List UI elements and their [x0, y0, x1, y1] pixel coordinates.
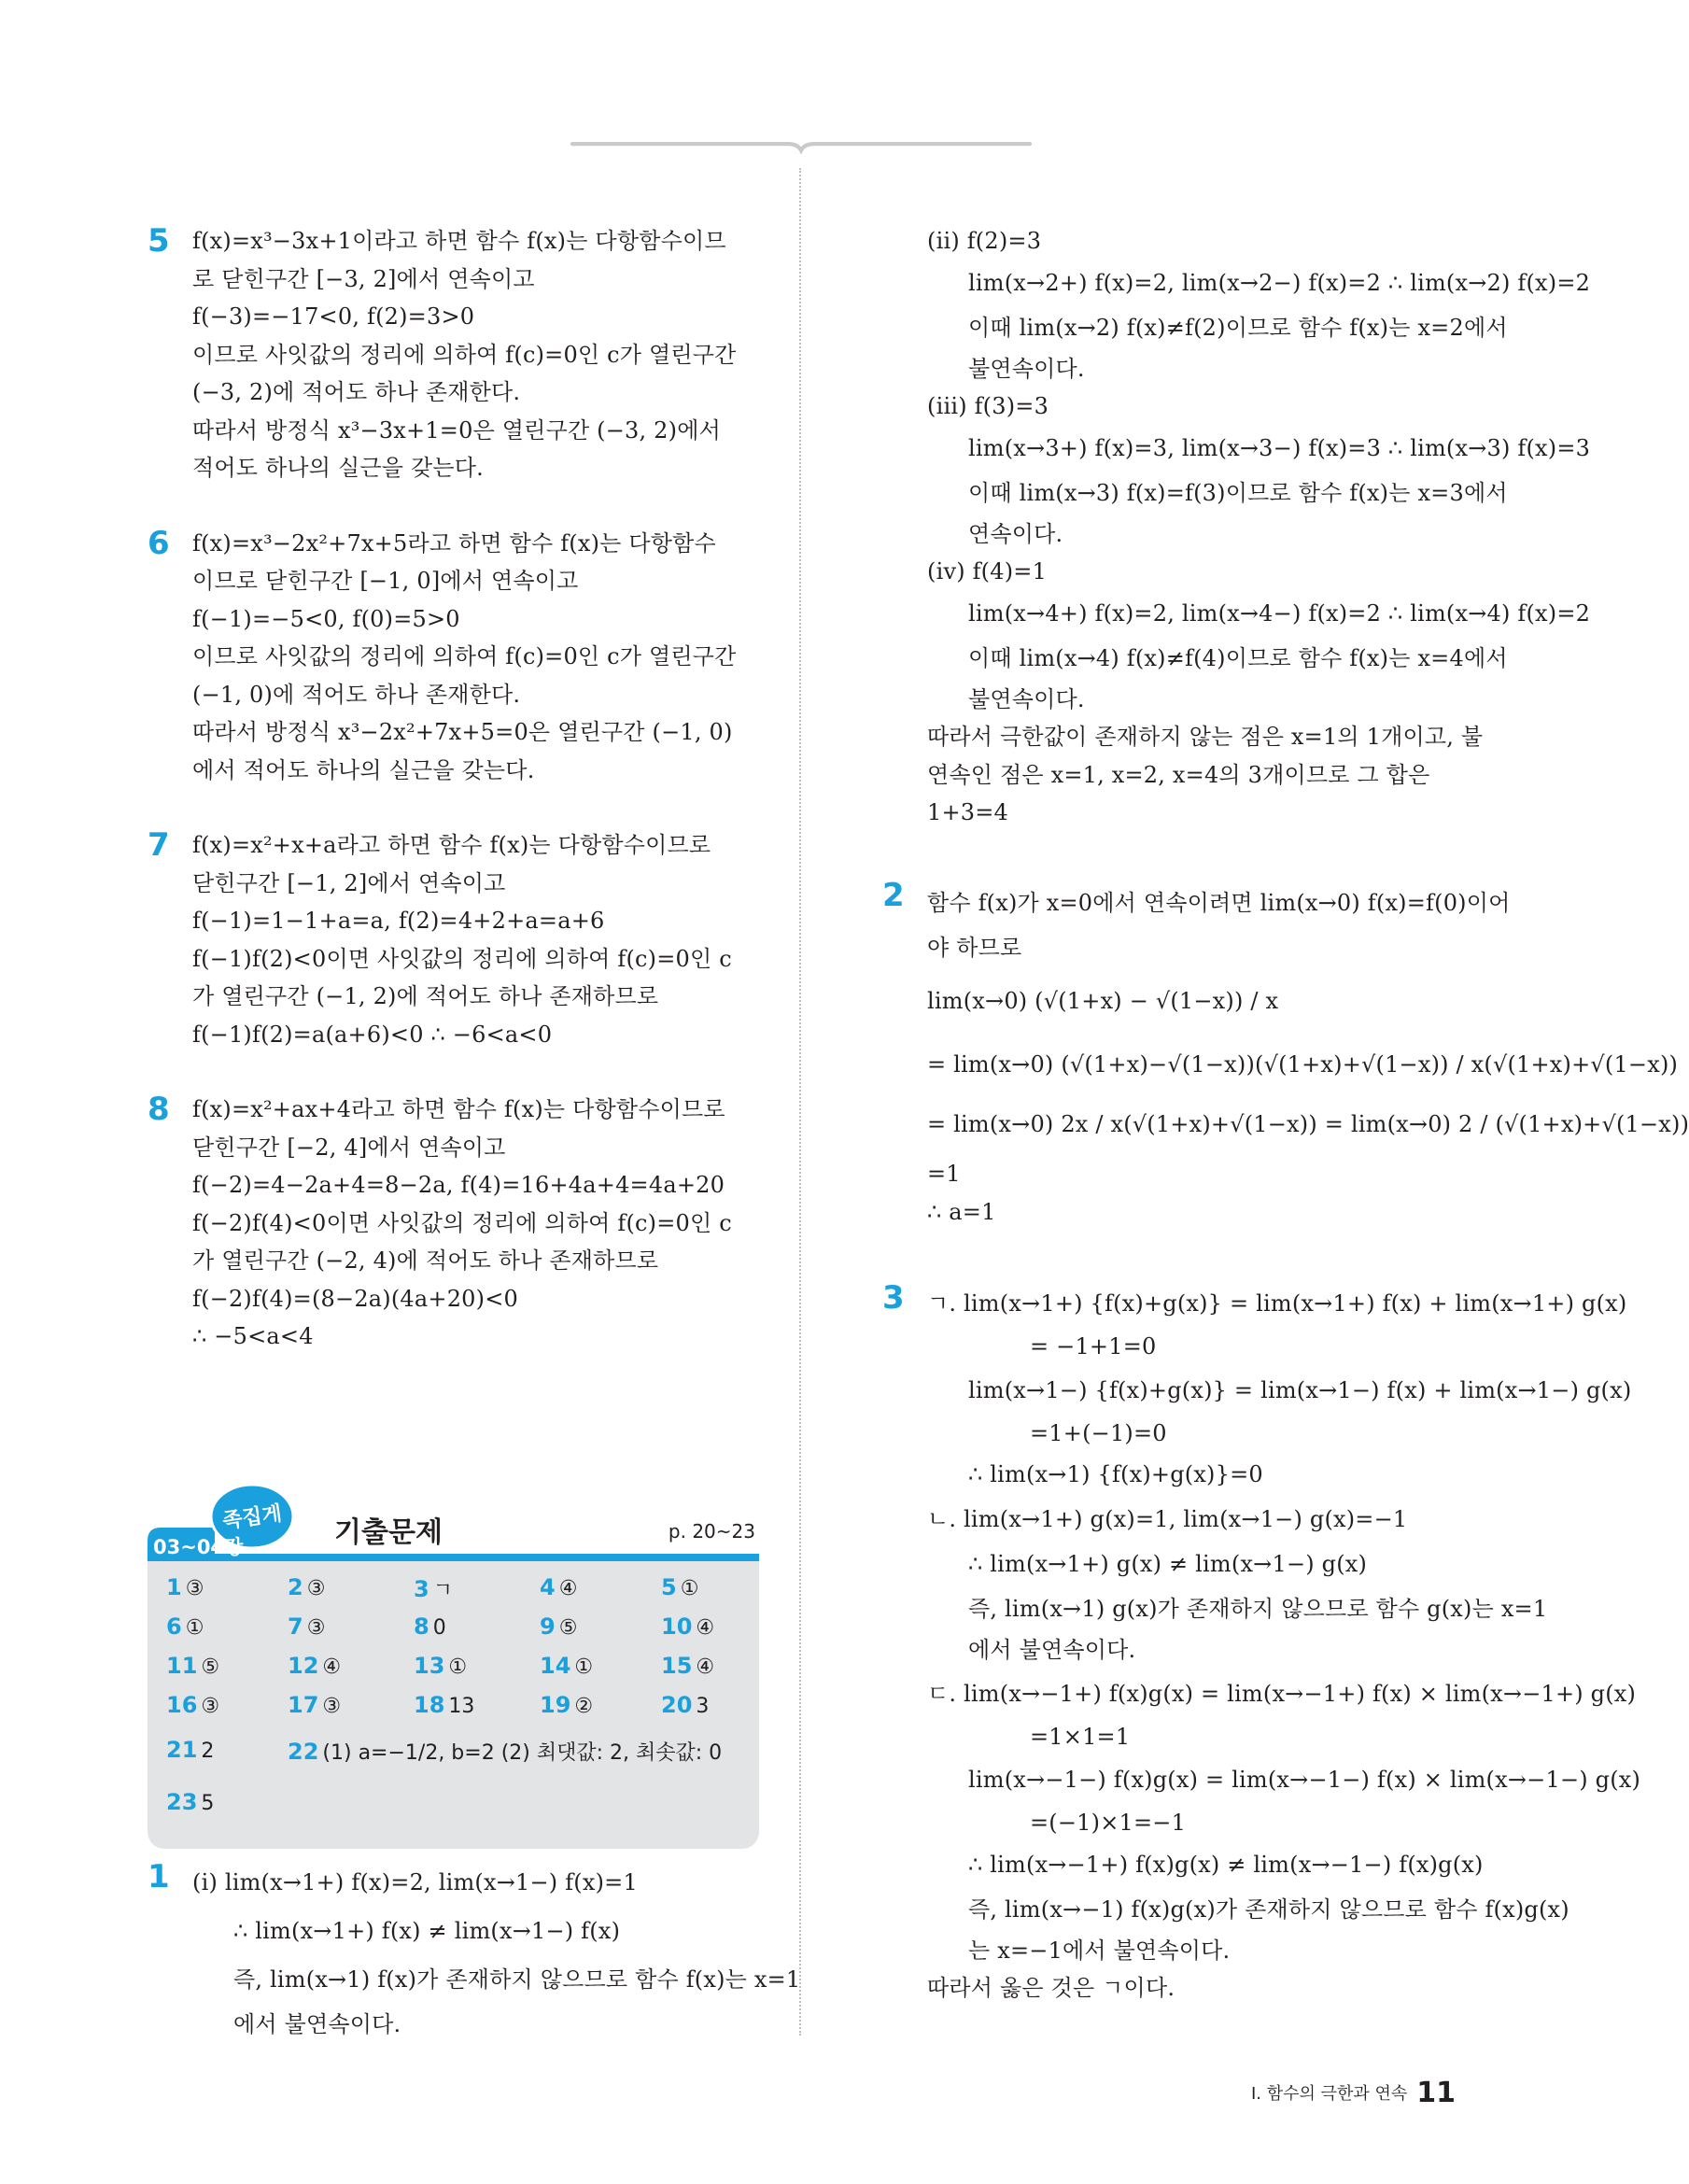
answer-number: 4	[540, 1574, 556, 1600]
solution-line: lim(x→−1−) f(x)g(x) = lim(x→−1−) f(x) × lim(x→−1−) g(x)	[968, 1767, 1641, 1793]
solution-line: 즉, lim(x→1) g(x)가 존재하지 않으므로 함수 g(x)는 x=1	[968, 1596, 1548, 1622]
problem-5	[148, 222, 773, 487]
solution-line: 이므로 사잇값의 정리에 의하여 f(c)=0인 c가 열린구간	[192, 341, 737, 368]
answer-value: (1) a=−1/2, b=2 (2) 최댓값: 2, 최솟값: 0	[322, 1741, 723, 1765]
answer-item	[540, 1613, 577, 1640]
right-column	[882, 222, 1689, 2008]
answer-number: 16	[166, 1692, 198, 1718]
problem-number: 1	[148, 1858, 170, 1895]
solution-line: 불연속이다.	[968, 685, 1085, 712]
answer-item	[166, 1613, 204, 1640]
answer-number: 11	[166, 1653, 198, 1679]
answer-item	[661, 1613, 714, 1640]
solution-line: f(−1)f(2)<0이면 사잇값의 정리에 의하여 f(c)=0인 c	[192, 945, 732, 972]
answer-value: ④	[696, 1616, 715, 1640]
solution-line: ∴ lim(x→−1+) f(x)g(x) ≠ lim(x→−1−) f(x)g(x)	[968, 1851, 1484, 1878]
lesson-tag: 03~04강	[153, 1536, 244, 1558]
solution-line: 가 열린구간 (−1, 2)에 적어도 하나 존재하므로	[192, 983, 659, 1009]
answer-value: 0	[432, 1616, 446, 1640]
solution-line: f(−1)=−5<0, f(0)=5>0	[192, 605, 460, 632]
answer-number: 6	[166, 1613, 182, 1640]
answer-value: ㄱ	[432, 1579, 453, 1602]
answer-value: ③	[322, 1695, 342, 1718]
answer-number: 9	[540, 1613, 556, 1640]
answer-number: 1	[166, 1574, 182, 1600]
answer-value: ④	[322, 1656, 342, 1679]
answer-value: ④	[696, 1656, 715, 1679]
solution-line: 따라서 방정식 x³−3x+1=0은 열린구간 (−3, 2)에서	[192, 416, 721, 444]
solution-line: f(−3)=−17<0, f(2)=3>0	[192, 303, 475, 330]
left-bottom-problem	[148, 1858, 801, 2080]
answer-value: 13	[448, 1695, 475, 1718]
answer-item	[661, 1653, 714, 1679]
solution-line: ∴ a=1	[927, 1198, 996, 1225]
answer-number: 8	[414, 1613, 429, 1640]
solution-line: 불연속이다.	[968, 355, 1085, 382]
answer-value: ①	[448, 1656, 468, 1679]
solution-line: ∴ lim(x→1+) f(x) ≠ lim(x→1−) f(x)	[233, 1918, 621, 1944]
solution-line: 연속인 점은 x=1, x=2, x=4의 3개이므로 그 합은	[927, 761, 1430, 788]
answer-number: 10	[661, 1613, 693, 1640]
page-range: p. 20~23	[668, 1520, 755, 1543]
answer-number: 20	[661, 1692, 693, 1718]
answer-summary-box	[148, 1483, 759, 1849]
solution-line: 즉, lim(x→−1) f(x)g(x)가 존재하지 않으므로 함수 f(x)g(x)	[968, 1895, 1569, 1923]
answer-item	[288, 1653, 341, 1679]
solution-line: lim(x→0) (√(1+x) − √(1−x)) / x	[927, 988, 1279, 1014]
solution-line: 는 x=−1에서 불연속이다.	[968, 1937, 1231, 1964]
solution-line: f(x)=x³−2x²+7x+5라고 하면 함수 f(x)는 다항함수	[192, 529, 716, 557]
problem-solution	[927, 877, 1689, 1232]
problem-solution	[927, 222, 1591, 832]
answer-item	[414, 1613, 446, 1640]
answer-value: 5	[201, 1792, 215, 1815]
answer-number: 12	[288, 1653, 319, 1679]
solution-line: f(−1)=1−1+a=a, f(2)=4+2+a=a+6	[192, 908, 605, 934]
problem-3	[882, 1279, 1641, 2008]
solution-line: 따라서 옳은 것은 ㄱ이다.	[927, 1975, 1175, 2001]
answer-grid	[148, 1561, 759, 1849]
problem-solution	[192, 222, 773, 487]
solution-line: (i) lim(x→1+) f(x)=2, lim(x→1−) f(x)=1	[192, 1869, 638, 1895]
solution-line: 가 열린구간 (−2, 4)에 적어도 하나 존재하므로	[192, 1247, 659, 1274]
solution-line: f(−1)f(2)=a(a+6)<0 ∴ −6<a<0	[192, 1021, 553, 1048]
solution-line: lim(x→3+) f(x)=3, lim(x→3−) f(x)=3 ∴ lim(x→3) f(x)=3	[968, 434, 1591, 461]
answer-item	[166, 1737, 214, 1763]
solution-line: = lim(x→0) (√(1+x)−√(1−x))(√(1+x)+√(1−x)) / x(√(1+x)+√(1−x))	[927, 1051, 1679, 1078]
solution-line: 에서 적어도 하나의 실근을 갖는다.	[192, 756, 535, 783]
answer-value: ③	[306, 1577, 326, 1600]
answer-item	[166, 1653, 219, 1679]
solution-line: f(−2)f(4)=(8−2a)(4a+20)<0	[192, 1285, 518, 1312]
answer-number: 15	[661, 1653, 693, 1679]
solution-line: 따라서 방정식 x³−2x²+7x+5=0은 열린구간 (−1, 0)	[192, 719, 733, 745]
top-divider-bar	[148, 142, 1455, 155]
solution-line: (iii) f(3)=3	[927, 393, 1049, 419]
answer-item	[288, 1737, 722, 1766]
answer-value: 2	[201, 1740, 215, 1763]
answer-number: 22	[288, 1739, 319, 1765]
answer-item	[414, 1653, 467, 1679]
solution-line: =1	[927, 1161, 961, 1187]
solution-line: 야 하므로	[927, 934, 1022, 961]
answer-number: 19	[540, 1692, 571, 1718]
answer-item	[414, 1574, 453, 1603]
answer-value: ①	[574, 1656, 594, 1679]
answer-value: ③	[201, 1695, 220, 1718]
answer-item	[661, 1574, 698, 1600]
solution-line: ∴ −5<a<4	[192, 1323, 314, 1349]
problem-number: 7	[148, 826, 170, 864]
solution-line: 1+3=4	[927, 799, 1009, 825]
left-column	[148, 222, 773, 1393]
solution-line: 닫힌구간 [−2, 4]에서 연속이고	[192, 1134, 506, 1161]
solution-line: (iv) f(4)=1	[927, 558, 1048, 585]
solution-line: 따라서 극한값이 존재하지 않는 점은 x=1의 1개이고, 불	[927, 724, 1484, 750]
solution-line: 에서 불연속이다.	[968, 1637, 1136, 1663]
answer-value: ⑤	[201, 1656, 220, 1679]
answer-number: 17	[288, 1692, 319, 1718]
solution-line: 로 닫힌구간 [−3, 2]에서 연속이고	[192, 265, 535, 292]
solution-line: = lim(x→0) 2x / x(√(1+x)+√(1−x)) = lim(x→0) 2 / (√(1+x)+√(1−x))	[927, 1111, 1689, 1137]
problem-number: 6	[148, 524, 170, 562]
solution-line: f(−2)f(4)<0이면 사잇값의 정리에 의하여 f(c)=0인 c	[192, 1209, 732, 1236]
problem-cont	[882, 222, 1591, 832]
answer-number: 13	[414, 1653, 445, 1679]
solution-line: 이므로 사잇값의 정리에 의하여 f(c)=0인 c가 열린구간	[192, 643, 737, 669]
answer-value: ③	[185, 1577, 204, 1600]
problem-8	[148, 1091, 773, 1356]
solution-line: ㄷ. lim(x→−1+) f(x)g(x) = lim(x→−1+) f(x) × lim(x→−1+) g(x)	[927, 1680, 1637, 1707]
problem-2	[882, 876, 1689, 1232]
answer-value: ①	[680, 1577, 699, 1600]
solution-line: (−1, 0)에 적어도 하나 존재한다.	[192, 681, 521, 708]
solution-line: ∴ lim(x→1+) g(x) ≠ lim(x→1−) g(x)	[968, 1551, 1368, 1577]
answer-item	[540, 1653, 593, 1679]
problem-solution	[192, 525, 773, 790]
problem-solution	[192, 1858, 801, 2045]
solution-line: (ii) f(2)=3	[927, 228, 1042, 254]
solution-line: 즉, lim(x→1) f(x)가 존재하지 않으므로 함수 f(x)는 x=1	[233, 1966, 801, 1993]
problem-number: 8	[148, 1091, 170, 1128]
solution-line: 이때 lim(x→2) f(x)≠f(2)이므로 함수 f(x)는 x=2에서	[968, 314, 1508, 341]
solution-line: =1+(−1)=0	[1030, 1419, 1167, 1446]
solution-line: lim(x→2+) f(x)=2, lim(x→2−) f(x)=2 ∴ lim(x→2) f(x)=2	[968, 269, 1591, 296]
answer-value: ①	[185, 1616, 204, 1640]
solution-line: ㄱ. lim(x→1+) {f(x)+g(x)} = lim(x→1+) f(x) + lim(x→1+) g(x)	[927, 1290, 1627, 1317]
answer-item	[414, 1692, 474, 1718]
solution-line: =(−1)×1=−1	[1030, 1810, 1187, 1836]
answer-number: 23	[166, 1789, 198, 1815]
solution-line: (−3, 2)에 적어도 하나 존재한다.	[192, 379, 521, 405]
answer-value: ②	[574, 1695, 594, 1718]
answer-item	[661, 1692, 709, 1718]
answer-value: ③	[306, 1616, 326, 1640]
chapter-title: Ⅰ. 함수의 극한과 연속	[1250, 2084, 1408, 2104]
badge-label: 족집게	[220, 1501, 284, 1534]
solution-line: f(x)=x²+ax+4라고 하면 함수 f(x)는 다항함수이므로	[192, 1096, 725, 1122]
answer-number: 18	[414, 1692, 445, 1718]
answer-number: 21	[166, 1737, 198, 1763]
answer-value: 3	[696, 1695, 710, 1718]
solution-line: 닫힌구간 [−1, 2]에서 연속이고	[192, 869, 506, 896]
solution-line: f(x)=x²+x+a라고 하면 함수 f(x)는 다항함수이므로	[192, 832, 711, 858]
answer-number: 14	[540, 1653, 571, 1679]
solution-line: 적어도 하나의 실근을 갖는다.	[192, 455, 484, 481]
solution-line: lim(x→4+) f(x)=2, lim(x→4−) f(x)=2 ∴ lim(x→4) f(x)=2	[968, 599, 1591, 627]
solution-line: = −1+1=0	[1030, 1333, 1157, 1360]
answer-item	[166, 1789, 214, 1815]
problem-6	[148, 525, 773, 790]
solution-line: lim(x→1−) {f(x)+g(x)} = lim(x→1−) f(x) + lim(x→1−) g(x)	[968, 1376, 1632, 1403]
answer-item	[288, 1613, 325, 1640]
problem-solution	[927, 1279, 1641, 2008]
solution-line: 이때 lim(x→3) f(x)=f(3)이므로 함수 f(x)는 x=3에서	[968, 479, 1508, 506]
problem-number: 2	[882, 876, 905, 914]
solution-line: f(−2)=4−2a+4=8−2a, f(4)=16+4a+4=4a+20	[192, 1172, 725, 1198]
problem-solution	[192, 826, 773, 1053]
answer-item	[288, 1692, 341, 1718]
answer-box-title: 기출문제	[334, 1516, 443, 1549]
problem-7	[148, 826, 773, 1053]
answer-item	[166, 1692, 219, 1718]
solution-line: 연속이다.	[968, 520, 1063, 547]
answer-number: 2	[288, 1574, 303, 1600]
answer-number: 7	[288, 1613, 303, 1640]
answer-number: 5	[661, 1574, 677, 1600]
problem-solution	[192, 1091, 773, 1356]
column-divider	[799, 168, 801, 2036]
answer-value: ⑤	[558, 1616, 578, 1640]
problem-number: 3	[882, 1279, 905, 1317]
answer-item	[540, 1692, 593, 1718]
answer-item	[540, 1574, 577, 1600]
solution-line: ∴ lim(x→1) {f(x)+g(x)}=0	[968, 1461, 1263, 1487]
solution-line: 에서 불연속이다.	[233, 2011, 401, 2037]
solution-line: 이때 lim(x→4) f(x)≠f(4)이므로 함수 f(x)는 x=4에서	[968, 644, 1508, 671]
problem-number: 5	[148, 222, 170, 260]
problem-1	[148, 1858, 801, 2045]
solution-line: f(x)=x³−3x+1이라고 하면 함수 f(x)는 다항함수이므	[192, 228, 726, 254]
answer-value: ④	[558, 1577, 578, 1600]
answer-number: 3	[414, 1576, 429, 1602]
solution-line: =1×1=1	[1030, 1723, 1131, 1750]
answer-item	[288, 1574, 325, 1600]
solution-line: 이므로 닫힌구간 [−1, 0]에서 연속이고	[192, 568, 579, 594]
solution-line: 함수 f(x)가 x=0에서 연속이려면 lim(x→0) f(x)=f(0)이어	[927, 889, 1511, 916]
solution-line: ㄴ. lim(x→1+) g(x)=1, lim(x→1−) g(x)=−1	[927, 1506, 1408, 1532]
page-number: 11	[1416, 2077, 1456, 2109]
answer-item	[166, 1574, 204, 1600]
page-footer	[1251, 2077, 1456, 2109]
